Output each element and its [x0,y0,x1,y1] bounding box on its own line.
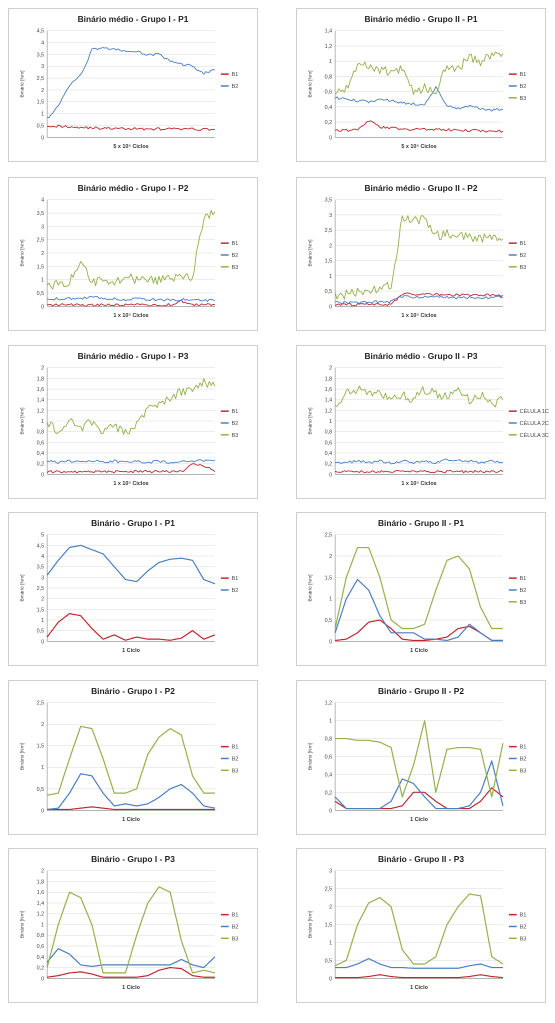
legend-label: B1 [519,576,527,583]
series-line [47,460,215,464]
series-line [335,87,503,112]
y-tick-label: 5 [41,532,45,539]
legend-label: B2 [519,756,527,763]
y-tick-label: 0 [329,472,333,479]
chart-panel [8,8,258,162]
series-line [335,580,503,641]
y-tick-label: 0,5 [36,628,45,635]
x-axis-label: 1 Ciclo [122,648,140,655]
y-tick-label: 0,2 [36,461,45,468]
chart-panel [8,177,258,331]
y-tick-label: 2,5 [324,228,333,235]
chart-panel [8,512,258,666]
legend-label: B3 [231,432,239,439]
y-tick-label: 1,5 [36,99,45,106]
y-tick-label: 1 [329,418,333,425]
y-tick-label: 0,6 [324,754,333,761]
chart-svg [9,681,257,834]
y-tick-label: 2,5 [324,886,333,893]
y-tick-label: 0 [41,976,45,983]
series-line [335,459,503,464]
x-axis-label: 1 Ciclo [122,985,140,992]
y-tick-label: 2 [41,868,45,875]
y-tick-label: 3 [41,64,45,71]
y-tick-label: 2,5 [36,700,45,707]
series-line [335,470,503,472]
y-tick-label: 1 [41,922,45,929]
y-tick-label: 2 [41,365,45,372]
x-axis-label: 1 x 10⁵ Ciclos [113,313,149,320]
series-line [335,894,503,966]
y-tick-label: 1,2 [36,408,45,415]
chart-svg [9,9,257,161]
y-tick-label: 1,8 [324,376,333,383]
chart-svg [297,849,545,1002]
y-tick-label: 3 [41,575,45,582]
y-tick-label: 0,4 [36,954,45,961]
y-tick-label: 0 [329,304,333,311]
legend-label: CÉLULA 2C [519,420,549,427]
y-tick-label: 3 [329,868,333,875]
chart-svg [297,681,545,834]
legend-label: CÉLULA 3C [519,432,549,439]
legend-label: B2 [231,420,239,427]
y-tick-label: 1,4 [36,900,45,907]
y-tick-label: 1 [329,59,333,66]
series-line [47,545,215,583]
x-axis-label: 1 x 10⁵ Ciclos [401,313,437,320]
y-tick-label: 1 [41,111,45,118]
legend-label: B1 [519,72,527,79]
chart-svg [9,849,257,1002]
y-tick-label: 0,8 [36,429,45,436]
y-tick-label: 4 [41,197,45,204]
y-tick-label: 1 [41,765,45,772]
y-tick-label: 1,4 [324,28,333,35]
x-axis-label: 5 x 10⁵ Ciclos [401,144,437,151]
y-tick-label: 4 [41,40,45,47]
y-axis-label: Binário [Nm] [308,239,314,267]
y-tick-label: 0 [41,808,45,815]
chart-title: Binário médio - Grupo I - P2 [77,182,189,193]
legend-label: B1 [519,744,527,751]
chart-svg [297,178,545,330]
chart-panel [296,848,546,1003]
y-tick-label: 1,5 [324,575,333,582]
y-axis-label: Binário [Nm] [20,742,26,771]
y-tick-label: 1,4 [324,397,333,404]
chart-title: Binário médio - Grupo II - P2 [364,182,478,193]
y-tick-label: 4 [41,554,45,561]
y-tick-label: 0 [41,639,45,646]
y-tick-label: 0 [41,135,45,142]
y-tick-label: 1 [41,617,45,624]
chart-svg [9,513,257,665]
series-line [335,216,503,299]
y-tick-label: 0,8 [324,74,333,81]
legend-label: B2 [231,587,239,594]
y-tick-label: 1,2 [324,43,333,50]
x-axis-label: 1 Ciclo [410,817,428,824]
chart-title: Binário médio - Grupo I - P1 [77,13,189,24]
chart-title: Binário - Grupo II - P3 [377,853,465,864]
chart-title: Binário médio - Grupo II - P1 [364,13,478,24]
y-tick-label: 0,5 [324,958,333,965]
legend-label: B3 [519,264,527,271]
y-tick-label: 2 [41,250,45,257]
series-line [47,47,215,117]
chart-panel [296,8,546,162]
legend-label: B1 [231,744,239,751]
y-tick-label: 0,2 [324,461,333,468]
x-axis-label: 1 Ciclo [410,985,428,992]
y-tick-label: 2,5 [36,76,45,83]
series-line [47,887,215,973]
legend-label: B2 [519,252,527,259]
legend-label: B2 [231,252,239,259]
x-axis-label: 1 Ciclo [410,648,428,655]
y-tick-label: 2 [329,904,333,911]
y-tick-label: 1,5 [324,922,333,929]
chart-title: Binário médio - Grupo II - P3 [364,350,478,361]
y-axis-label: Binário [Nm] [308,70,314,98]
chart-panel [8,680,258,835]
series-line [47,296,215,301]
y-tick-label: 3,5 [324,197,333,204]
y-tick-label: 2,5 [36,585,45,592]
legend-label: B2 [519,587,527,594]
y-tick-label: 0 [329,976,333,983]
y-tick-label: 0,8 [36,933,45,940]
y-tick-label: 2 [41,722,45,729]
series-line [335,296,503,304]
y-tick-label: 0,5 [324,289,333,296]
y-tick-label: 2 [329,554,333,561]
y-tick-label: 1,8 [36,376,45,383]
y-tick-label: 3,5 [36,52,45,59]
y-tick-label: 1 [329,273,333,280]
series-line [335,721,503,797]
y-tick-label: 0,5 [36,123,45,130]
y-axis-label: Binário [Nm] [20,407,26,435]
y-tick-label: 3 [41,224,45,231]
y-tick-label: 0 [41,472,45,479]
y-axis-label: Binário [Nm] [20,70,26,98]
y-axis-label: Binário [Nm] [308,574,314,602]
y-tick-label: 0,6 [324,440,333,447]
chart-title: Binário - Grupo I - P1 [91,517,175,528]
series-line [335,761,503,809]
chart-svg [9,346,257,498]
legend-label: B1 [231,241,239,248]
y-tick-label: 2 [329,365,333,372]
y-tick-label: 1 [41,418,45,425]
series-line [47,614,215,641]
legend-label: B2 [231,756,239,763]
y-axis-label: Binário [Nm] [20,574,26,602]
series-line [47,300,215,306]
y-tick-label: 1,5 [36,743,45,750]
y-tick-label: 2 [41,87,45,94]
y-tick-label: 1 [329,940,333,947]
y-tick-label: 1 [329,718,333,725]
series-line [47,968,215,978]
y-tick-label: 2,5 [36,237,45,244]
y-tick-label: 0 [41,304,45,311]
y-tick-label: 0 [329,639,333,646]
y-tick-label: 0,6 [36,944,45,951]
legend-label: B2 [231,924,239,931]
x-axis-label: 1 x 10⁵ Ciclos [113,481,149,488]
series-line [47,125,215,130]
x-axis-label: 5 x 10⁵ Ciclos [113,144,149,151]
y-tick-label: 0,8 [324,429,333,436]
y-tick-label: 3,5 [36,211,45,218]
y-tick-label: 1 [41,277,45,284]
chart-panel [296,680,546,835]
legend-label: B3 [519,599,527,606]
y-axis-label: Binário [Nm] [20,239,26,267]
legend-label: B1 [519,912,527,919]
legend-label: B1 [231,576,239,583]
legend-label: B2 [231,83,239,90]
x-axis-label: 1 x 10⁵ Ciclos [401,481,437,488]
series-line [335,548,503,629]
legend-label: B2 [519,924,527,931]
series-line [47,379,215,435]
y-tick-label: 0,2 [324,120,333,127]
y-tick-label: 1,8 [36,879,45,886]
y-tick-label: 0,8 [324,736,333,743]
y-tick-label: 1,2 [36,911,45,918]
y-tick-label: 0,5 [36,290,45,297]
legend-label: B3 [519,936,527,943]
legend-label: CÉLULA 1C [519,409,549,416]
y-tick-label: 0 [329,135,333,142]
legend-label: B2 [519,83,527,90]
y-axis-label: Binário [Nm] [20,910,26,939]
y-tick-label: 0,4 [324,450,333,457]
y-tick-label: 0,6 [36,440,45,447]
y-tick-label: 1 [329,596,333,603]
y-tick-label: 0,6 [324,89,333,96]
chart-svg [297,346,549,498]
y-tick-label: 1,6 [36,890,45,897]
chart-title: Binário - Grupo I - P3 [91,853,175,864]
y-tick-label: 3,5 [36,564,45,571]
y-tick-label: 0,2 [36,965,45,972]
y-tick-label: 2 [329,243,333,250]
y-tick-label: 3 [329,212,333,219]
y-axis-label: Binário [Nm] [308,910,314,939]
chart-svg [297,9,545,161]
chart-panel [8,345,258,499]
y-tick-label: 1,2 [324,700,333,707]
chart-panel [296,177,546,331]
legend-label: B3 [231,936,239,943]
series-line [335,121,503,132]
legend-label: B1 [231,912,239,919]
y-axis-label: Binário [Nm] [308,407,314,435]
y-tick-label: 0,5 [324,617,333,624]
series-line [47,726,215,795]
chart-svg [9,178,257,330]
legend-label: B3 [519,768,527,775]
series-line [47,807,215,810]
series-line [47,464,215,473]
chart-title: Binário - Grupo II - P2 [377,685,465,696]
chart-title: Binário médio - Grupo I - P3 [77,350,189,361]
series-line [335,52,503,95]
x-axis-label: 1 Ciclo [122,817,140,824]
y-tick-label: 0,4 [36,450,45,457]
chart-svg [297,513,545,665]
y-tick-label: 1,2 [324,408,333,415]
chart-panel [8,848,258,1003]
chart-panel [296,345,549,499]
y-tick-label: 0,4 [324,104,333,111]
y-axis-label: Binário [Nm] [308,742,314,771]
legend-label: B1 [519,241,527,248]
legend-label: B1 [231,72,239,79]
y-tick-label: 4,5 [36,28,45,35]
series-line [47,210,215,289]
chart-title: Binário - Grupo I - P2 [91,685,175,696]
y-tick-label: 1,6 [324,387,333,394]
chart-title: Binário - Grupo II - P1 [377,517,465,528]
y-tick-label: 1,5 [36,607,45,614]
y-tick-label: 2 [41,596,45,603]
y-tick-label: 0,5 [36,786,45,793]
series-line [335,975,503,978]
y-tick-label: 4,5 [36,543,45,550]
chart-panel [296,512,546,666]
legend-label: B3 [231,264,239,271]
legend-label: B3 [519,95,527,102]
y-tick-label: 0 [329,808,333,815]
series-line [335,293,503,306]
y-tick-label: 1,4 [36,397,45,404]
y-tick-label: 0,4 [324,772,333,779]
y-tick-label: 1,5 [36,264,45,271]
y-tick-label: 1,5 [324,258,333,265]
y-tick-label: 1,6 [36,387,45,394]
y-tick-label: 2,5 [324,532,333,539]
legend-label: B3 [231,768,239,775]
legend-label: B1 [231,409,239,416]
y-tick-label: 0,2 [324,790,333,797]
